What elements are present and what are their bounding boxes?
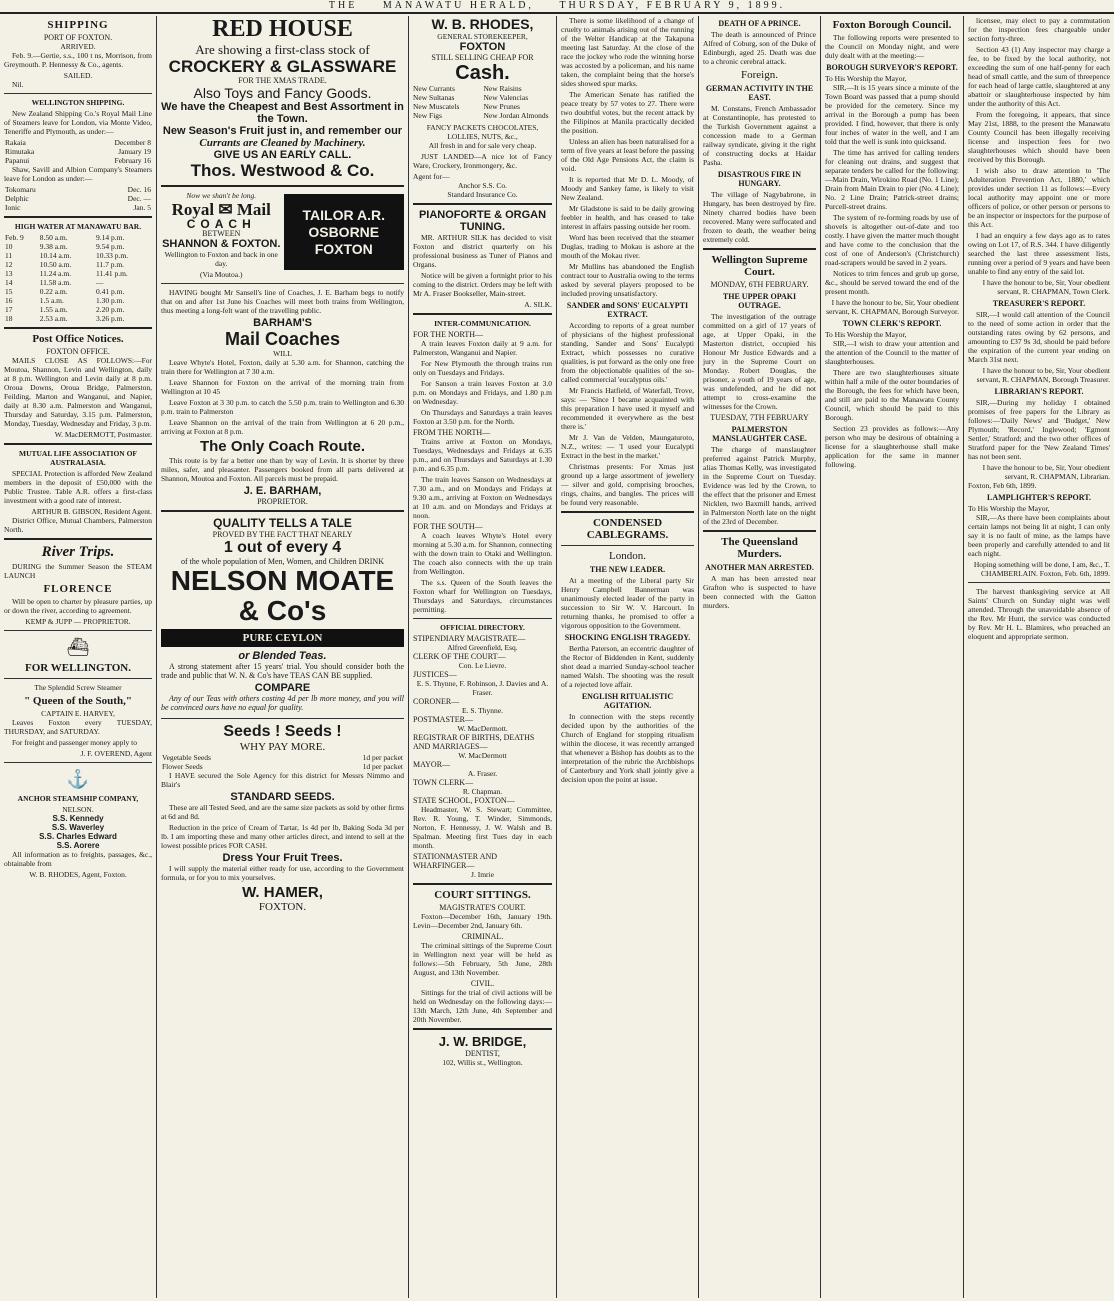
german-heading: GERMAN ACTIVITY IN THE EAST. xyxy=(705,84,814,102)
to-mayor: To His Worship the Mayor, xyxy=(825,330,907,339)
german-text: M. Constans, French Ambassador at Constantinople, has protested to the Turkish Government against a concession made to a German railway syndicate, giving it the right of constructing docks at Haidar Pasha. xyxy=(703,104,816,167)
north-text: A train leaves Foxton daily at 9 a.m. for Palmerston, Wanganui and Napier. xyxy=(413,339,552,357)
reduction-text: Reduction in the price of Cream of Tartar, 1s 4d per lb, Baking Soda 3d per lb. I am importing these and many other articles direct, and intend to sell at the lowest possible prices FOR CASH. xyxy=(161,823,404,850)
masthead-date: THURSDAY, FEBRUARY 9, 1899. xyxy=(559,0,786,11)
list-item: New Prunes xyxy=(483,102,520,111)
tragedy-heading: SHOCKING ENGLISH TRAGEDY. xyxy=(564,633,691,642)
barham-title: BARHAM'S xyxy=(253,317,312,329)
list-item: New Valencias xyxy=(483,93,529,102)
coach-time: Leave Foxton at 3 30 p.m. to catch the 5.50 p.m. train to Wellington and 6.30 p.m. train to Palmerston xyxy=(161,398,404,416)
hamer-name: W. HAMER, xyxy=(242,884,323,901)
directory-entry: STATE SCHOOL, FOXTON— Headmaster, W. S. Stewart; Committee, Rev. R. Young, T. Winder, Simmonds, Norton, F. Hennessy, J. W. Walsh and B. Spalman. Meeting first Tues day in each month. xyxy=(413,796,552,850)
directory-entry: STIPENDIARY MAGISTRATE— Alfred Greenfield, Esq. xyxy=(413,634,526,652)
column-advertisements xyxy=(156,16,408,1298)
sailed-label: SAILED. xyxy=(63,71,93,80)
post-office-sub: FOXTON OFFICE. xyxy=(46,347,110,356)
librarian-text: SIR,—During my holiday I obtained promises of free papers for the Library as follows:—'Daily News' and 'Budget,' New Plymouth; 'Record,' Inglewood; 'Egmont Settler,' Stratford; and the two other offices of Stratford paper for the 'New Zealand Times' has not been sent. xyxy=(968,398,1110,461)
compare-text: Any of our Teas with others costing 4d per lb more money, and you will be convinced ours have no equal for quality. xyxy=(161,694,404,712)
post-office-heading: Post Office Notices. xyxy=(32,333,124,345)
another-arrested-heading: ANOTHER MAN ARRESTED. xyxy=(705,563,814,572)
bridge-name: J. W. BRIDGE, xyxy=(438,1034,527,1049)
directory-entry: CORONER— E. S. Thynne. xyxy=(413,697,503,715)
death-prince-text: The death is announced of Prince Alfred of Coburg, son of the Duke of Edinburgh, aged 25. Death was due to a chronic cerebral attack. xyxy=(703,30,816,66)
tide-row: 18 2.53 a.m. 3.26 p.m. xyxy=(5,314,125,323)
river-trips-text2: Will be open to charter by pleasure parties, up or down the river, according to agreement. xyxy=(4,597,152,615)
manslaughter-heading: PALMERSTON MANSLAUGHTER CASE. xyxy=(712,425,807,443)
xmas-line: FOR THE XMAS TRADE. xyxy=(238,76,327,85)
council-paragraph: Section 43 (1) Any inspector may charge a fee, to be fixed by the local authority, not exceeding the sum of one half-penny for each head of small cattle, and the sum of threepence for each head of large cattle, slaughtered at any abattoir or slaughterhouse inspected by him under the authority of this Act. xyxy=(968,45,1110,108)
directory-entry: REGISTRAR OF BIRTHS, DEATHS AND MARRIAGES— W. MacDermott xyxy=(413,733,535,760)
criminal-text: The criminal sittings of the Supreme Court in Wellington next year will be held as follows:—5th February, 5th June, 28th August, and 13th November. xyxy=(413,941,552,977)
arrived-text: Feb. 9.—Gertie, s.s., 100 t ns, Morrison, from Greymouth. P. Hennessy & Co., agents. xyxy=(4,51,152,69)
ritualistic-heading: ENGLISH RITUALISTIC AGITATION. xyxy=(581,692,674,710)
steamship-icon: ⛴ xyxy=(66,637,90,657)
court-text: Foxton—December 16th, January 19th. Levin—December 2nd, January 6th. xyxy=(413,912,552,930)
having-text: HAVING bought Mr Sansell's line of Coaches, J. E. Barham begs to notify that on and after 1st June his Coaches will meet both trains from Wellington, thus meeting a long-felt want of the travelling public. xyxy=(161,288,404,315)
column-borough-council xyxy=(820,16,963,1298)
from-north: FROM THE NORTH— xyxy=(413,428,491,437)
mutual-life-sign: ARTHUR B. GIBSON, Resident Agent. xyxy=(31,507,152,516)
sander-paragraph: Mr J. Van de Velden, Maungaturoto, N.Z., writes: — 'I used your Eucalypti Extract in the best in the market.' xyxy=(561,433,694,460)
coach-time: Leave Shannon for Foxton on the arrival of the morning train from Wellington at 10 45 xyxy=(161,378,404,396)
treasurer-text: SIR,—I would call attention of the Council to the need of some action in order that the outstanding rates owing by 62 persons, and amounting to £37 9s 3d, should be paid before the expiration of the current year ending on March 31st next. xyxy=(968,310,1110,364)
tea-text: A strong statement after 15 years' trial. You should consider both the trade and public that W. N. & Co's have TEAS CAN BE supplied. xyxy=(161,662,404,680)
red-house-title: RED HOUSE xyxy=(212,16,353,42)
river-trips-text: DURING the Summer Season the STEAM LAUNCH xyxy=(4,562,152,580)
tide-row: 16 1.5 a.m. 1.30 p.m. xyxy=(5,296,125,305)
blended-teas: or Blended Teas. xyxy=(238,650,327,662)
surveyor-sign: I have the honour to be, Sir, Your obedient servant, K. CHAPMAN, Borough Surveyor. xyxy=(826,298,959,316)
column-shipping xyxy=(0,16,156,1298)
official-directory-heading: OFFICIAL DIRECTORY. xyxy=(440,623,525,632)
list-item: New Sultanas xyxy=(413,93,455,102)
barham-proprietor: PROPRIETOR. xyxy=(257,497,308,506)
tuesday-date: TUESDAY, 7TH FEBRUARY xyxy=(710,413,809,422)
treasurer-heading: TREASURER'S REPORT. xyxy=(992,299,1086,308)
death-prince-heading: DEATH OF A PRINCE. xyxy=(718,19,801,28)
surveyor-heading: BOROUGH SURVEYOR'S REPORT. xyxy=(826,63,958,72)
proved-line: PROVED BY THE FACT THAT NEARLY xyxy=(212,530,353,539)
masthead-left: THE xyxy=(328,0,358,11)
post-office-text: MAILS CLOSE AS FOLLOWS:—For Moutoa, Shannon, Levin and Wellington, daily at 8 p.m. Wellington and Levin daily at 8 p.m. Oroua Downs, Oroua Bridge, Palmerston, Feilding, Marton and Wanganui, and Napier, daily at 8.30 a.m. Palmerston and Wanganui, Thursday and Saturday, 3.15 p.m. Palmerston, Monday, Tuesday, Wednesday and Friday, 3 p.m. xyxy=(4,356,152,428)
for-north: FOR THE NORTH— xyxy=(413,330,484,339)
news-paragraph: The American Senate has ratified the peace treaty by 57 votes to 27. There were two doubtful votes, but the recent attack by the Filipinos at Manila practically decided the position. xyxy=(561,90,694,135)
ritualistic-text: In connection with the steps recently decided upon by the authorities of the Church of England for stopping ritualism within the diocese, it was recently arranged that whenever a Bishop has doubts as to the interpretation of the rubric the Archbishops of Canterbury and York shall jointly give a decision upon the point at issue. xyxy=(561,712,694,784)
news-paragraph: Unless an alien has been naturalised for a term of five years at least before the passing of the Old Age Pensions Act, the claim is void. xyxy=(561,137,694,173)
directory-entry: MAYOR— A. Fraser. xyxy=(413,760,498,778)
list-item: New Currants xyxy=(413,84,455,93)
shaw-savill-steamers: Tokomaru Dec. 16 Delphic Dec. — Ionic Jan. 5 xyxy=(5,185,151,212)
librarian-sign: I have the honour to be, Sir, Your obedient servant, R. CHAPMAN, Librarian. xyxy=(982,463,1110,481)
tea-and-seeds-row xyxy=(161,516,404,714)
directory-entry: JUSTICES— E. S. Thynne, F. Robinson, J. Davies and A. Fraser. xyxy=(413,670,549,697)
directory-entry: CLERK OF THE COURT— Con. Le Lievre. xyxy=(413,652,507,670)
whole-population: of the whole population of Men, Women, and Children DRINK xyxy=(181,557,384,566)
new-leader-heading: THE NEW LEADER. xyxy=(589,565,666,574)
sander-heading: SANDER and SONS' EUCALYPTI EXTRACT. xyxy=(566,301,689,319)
council-paragraph: I wish also to draw attention to 'The Adulteration Prevention Act, 1880,' which provides under section 11 as follows:—Every local authority may appoint one or more officers of police, or other person or persons to be an inspector or inspectors for the purpose of this Act. xyxy=(968,166,1110,229)
just-landed: JUST LANDED—A nice lot of Fancy Ware, Crockery, Ironmongery, &c. xyxy=(413,152,552,170)
steamer-schedule: The s.s. Queen of the South leaves the Foxton wharf for Wellington on Tuesdays, Thursdays and Saturdays, circumstances permitting. xyxy=(413,578,552,614)
rhodes-foxton: FOXTON xyxy=(459,41,506,53)
lamplighter-heading: LAMPLIGHTER'S REPORT. xyxy=(986,493,1092,502)
tide-row: 12 10.50 a.m. 11.7 p.m. xyxy=(5,260,125,269)
between-word: BETWEEN xyxy=(202,229,241,238)
storekeeper: GENERAL STOREKEEPER, xyxy=(437,32,528,41)
lamplighter-text: SIR,—As there have been complaints about certain lamps not being lit at night, I can only say it is no fault of mine, as the lamps have been properly and carefully attended to and lit each night. xyxy=(968,513,1110,558)
clerk-paragraph: SIR,—I wish to draw your attention and the attention of the Council to the matter of slaughterhouses. xyxy=(825,339,959,366)
mail-coaches-title: Mail Coaches xyxy=(224,329,341,349)
librarian-date: Foxton, Feb 6th, 1899. xyxy=(968,481,1037,490)
magistrates-court: MAGISTRATE'S COURT. xyxy=(439,903,526,912)
tide-row: 11 10.14 a.m. 10.33 p.m. xyxy=(5,251,129,260)
post-office-sign: W. MacDERMOTT, Postmaster. xyxy=(54,430,152,439)
lamp-to-mayor: To His Worship the Mayor, xyxy=(968,504,1050,513)
goods-list xyxy=(413,84,552,120)
column-rhodes-directory xyxy=(408,16,556,1298)
shannon-foxton: SHANNON & FOXTON. xyxy=(162,238,281,250)
hamer-foxton: FOXTON. xyxy=(258,901,307,913)
council-heading: Foxton Borough Council. xyxy=(832,19,952,31)
early-call-line: GIVE US AN EARLY CALL. xyxy=(213,149,352,161)
christmas-paragraph: Christmas presents: For Xmas just ground up a large assortment of jewellery — silver and gold, comprising brooches, rings, chains, and bangles. The prices will be found very reasonable. xyxy=(561,462,694,507)
dress-trees: Dress Your Fruit Trees. xyxy=(222,852,343,864)
silk-sign: A. SILK. xyxy=(524,300,552,309)
toys-line: Also Toys and Fancy Goods. xyxy=(193,85,372,101)
seed-prices: Vegetable Seeds 1d per packet Flower Seeds 1d per packet xyxy=(162,753,403,771)
cablegrams-heading: CONDENSED CABLEGRAMS. xyxy=(586,517,669,541)
list-item: New Figs xyxy=(413,111,442,120)
crockery-title: CROCKERY & GLASSWARE xyxy=(168,57,397,76)
news-paragraph: There is some likelihood of a change of cruelty to animals arising out of the running of the Welter Handicap at the Takapuna meeting last Saturday. At the close of the race the jockey who rode the winning horse was accosted by a policeman, and his name taken, the complaint being that the horse's sides showed spur marks. xyxy=(561,16,694,88)
surveyor-paragraph: SIR,—It is 15 years since a minute of the Town Board was passed that a pump should be provided for the cemetery. Since my arrival in the Borough a pump has been provided. I find, however, that there is only four inches of water in the well, and I am told that the well is sunk into quicksand. xyxy=(825,83,959,146)
coach-time: Leave Shannon on the arrival of the train from Wellington at 6 20 p.m., arriving at Foxton at 8 p.m. xyxy=(161,418,404,436)
list-item: New Jordan Almonds xyxy=(483,111,549,120)
bridge-address: 102, Willis st., Wellington. xyxy=(442,1058,523,1067)
for-wellington-heading: FOR WELLINGTON. xyxy=(25,662,131,674)
news-paragraph: Mr Mullins has abandoned the English contract tour to Australia owing to the terms asked by several players proposed to be included proving unsatisfactory. xyxy=(561,262,694,298)
surveyor-paragraph: The system of re-forming roads by use of shovels is altogether out-of-date and too costly. I have given the matter much thought and have come to the conclusion that the cost of one of Anderson's (Christchurch) road-scrapers would be saved in 2 years. xyxy=(825,213,959,267)
surveyor-paragraph: The time has arrived for calling tenders for cleaning out drains, and suggest that separate tenders be called for the following:—Main Drain, Wirokino Road (No. 1 Line); Drain from Main Drain to pier (No. 4 Line); No. 2 Line Drain; Patrick-street drains; Purcell-street drains. xyxy=(825,148,959,211)
steamer-text: Leaves Foxton every TUESDAY, THURSDAY, and SATURDAY. xyxy=(4,718,152,736)
list-item: New Muscatels xyxy=(413,102,460,111)
mutual-life-text: SPECIAL Protection is afforded New Zealand members in the deposit of £50,000 with the Public Trustee. Table A.R. offers a first-class investment with a good rate of interest. xyxy=(4,469,152,505)
sanson-text: For Sanson a train leaves Foxton at 3.0 p.m. on Mondays and Fridays, and 1.80 p.m on Wednesday. xyxy=(413,379,552,406)
overend-sign: J. F. OVEREND, Agent xyxy=(80,749,152,758)
directory-entry: TOWN CLERK— R. Chapman. xyxy=(413,778,503,796)
news-paragraph: It is reported that Mr D. L. Moody, of Moody and Sankey fame, is likely to visit New Zealand. xyxy=(561,175,694,202)
coach-text: Wellington to Foxton and back in one day. xyxy=(164,250,278,268)
sander-paragraph: Mr Francis Hatfield, of Waterfall, Trove, says: — 'Since I became acquainted with this preparation I have used it myself and recommended it everywhere as the best there is.' xyxy=(561,386,694,431)
fruit-line: New Season's Fruit just in, and remember our xyxy=(162,125,403,137)
list-item: New Raisins xyxy=(483,84,522,93)
outrage-text: The investigation of the outrage committed on a girl of 17 years of age, at Upper Opaki, in the Masterton district, occupied his Honour Mr Justice Edwards and a jury in the Supreme Court on Monday. Robert Douglas, the prisoner, a youth of 19 years of age, was undefended, and he did not attempt to cross-examine the witnesses for the Crown. xyxy=(703,312,816,411)
pure-ceylon-banner: PURE CEYLON xyxy=(161,629,404,647)
agent-for: Agent for— xyxy=(413,172,450,181)
criminal-heading: CRIMINAL. xyxy=(461,932,504,941)
river-trips-heading: River Trips. xyxy=(41,544,115,560)
westwood-name: Thos. Westwood & Co. xyxy=(190,161,375,180)
council-continued: licensee, may elect to pay a commutation for the inspection fees chargeable under section forty-three. xyxy=(968,16,1110,43)
treasurer-sign: I have the honour to be, Sir, Your obedient servant, R. CHAPMAN, Borough Treasurer. xyxy=(976,366,1110,384)
column-news xyxy=(556,16,698,1298)
seeds-text: These are all Tested Seed, and are the same size packets as sold by other firms at 6d and 8d. xyxy=(161,803,404,821)
foreign-heading: Foreign. xyxy=(741,69,778,81)
bridge-dentist: DENTIST, xyxy=(465,1049,500,1058)
surveyor-paragraph: Notices to trim fences and grub up gorse, &c., should be served toward the end of the present month. xyxy=(825,269,959,296)
queensland-heading: The Queensland Murders. xyxy=(721,536,798,560)
anchor-agent: W. B. RHODES, Agent, Foxton. xyxy=(29,870,127,879)
why-pay-more: WHY PAY MORE. xyxy=(239,741,326,753)
piano-text2: Notice will be given a fortnight prior to his coming to the district. Orders may be left with Mr A. Fraser Bookseller, Main-street. xyxy=(413,271,552,298)
council-paragraph: From the foregoing, it appears, that since May 21st, 1888, to the present the Manawatu County Council has been illegally receiving license and inspection fees for two slaughterhouses which should have been received by this Borough. xyxy=(968,110,1110,164)
wellington-shipping-text: New Zealand Shipping Co.'s Royal Mail Line of Steamers leave for London, via Monte Video, Teneriffe and Plymouth, as under:— xyxy=(4,109,152,136)
agency: Anchor S.S. Co. xyxy=(458,181,507,190)
secured-text: I HAVE secured the Sole Agency for this district for Messrs Nimmo and Blair's xyxy=(161,771,404,789)
town-clerk-heading: TOWN CLERK'S REPORT. xyxy=(842,319,942,328)
plymouth-text: For New Plymouth the through trains run only on Tuesdays and Fridays. xyxy=(413,359,552,377)
tragedy-text: Bertha Paterson, an eccentric daughter of the Rector of Biddenden in Kent, suddenly shot dead a married Sunday-school teacher named Walsh. The shooting was the result of a rejected love affair. xyxy=(561,644,694,689)
fancy-text: All fresh in and for sale very cheap. xyxy=(428,141,537,150)
lamplighter-sign: Hoping something will be done, I am, &c., T. CHAMBERLAIN. Foxton, Feb. 6th, 1899. xyxy=(973,560,1110,578)
freight-text: For freight and passenger money apply to xyxy=(12,738,137,747)
thursday-text: On Thursdays and Saturdays a train leaves Foxton at 3.50 p.m. for the North. xyxy=(413,408,552,426)
route-text: This route is by far a better one than by way of Levin. It is shorter by three miles, safer, and pleasanter. Passengers booked from all parts delivered at Shannon, Moutoa and Foxton. All parcels must be prepaid. xyxy=(161,456,404,483)
tide-row: 14 11.58 a.m. — xyxy=(5,278,104,287)
coach-word: COACH xyxy=(186,217,256,231)
hungary-heading: DISASTROUS FIRE IN HUNGARY. xyxy=(717,170,802,188)
shipping-heading: SHIPPING xyxy=(47,19,109,31)
agency: Standard Insurance Co. xyxy=(447,190,518,199)
clerk-paragraph: Section 23 provides as follows:—Any person who may be desirous of obtaining a license for a slaughterhouse shall make application for the same in manner following. xyxy=(825,424,959,469)
royal-mail-steamers: Rakaia December 8 Rimutaka January 19 Papanui February 16 xyxy=(5,138,151,165)
monday-date: MONDAY, 6TH FEBRUARY. xyxy=(710,280,809,289)
news-paragraph: Mr Gladstone is said to be daily growing feebler in health, and has ceased to take interest in affairs passing outside her room. xyxy=(561,204,694,231)
sailed-text: Nil. xyxy=(12,80,24,89)
nelson-moate-logo: NELSON MOATE & Co's xyxy=(170,565,395,626)
barham-name: J. E. BARHAM, xyxy=(243,485,322,497)
tide-row: Feb. 9 8.50 a.m. 9.14 p.m. xyxy=(5,233,125,242)
from-north-text: Trains arrive at Foxton on Mondays, Tuesdays, Wednesdays and Fridays at 6.35 p.m., and on Thursdays and Saturdays at 1.30 p.m. and 6.35 p.m. xyxy=(413,437,552,473)
coach-and-tailor-row xyxy=(161,191,404,279)
anchor-heading: ANCHOR STEAMSHIP COMPANY, xyxy=(17,794,139,803)
wellington-shipping-heading: WELLINGTON SHIPPING. xyxy=(31,98,125,107)
anchor-icon: ⚓ xyxy=(66,769,90,789)
port-line: PORT OF FOXTON. xyxy=(43,33,113,42)
tailor-logo: TAILOR A.R. OSBORNE FOXTON xyxy=(284,194,405,270)
tide-row: 13 11.24 a.m. 11.41 p.m. xyxy=(5,269,128,278)
arrived-label: ARRIVED. xyxy=(60,42,96,51)
standard-seeds: STANDARD SEEDS. xyxy=(230,791,335,803)
one-out-of-four: 1 out of every 4 xyxy=(223,539,342,556)
captain: CAPTAIN E. HARVEY, xyxy=(41,709,115,718)
clerk-paragraph: There are two slaughterhouses situate within half a mile of the outer boundaries of the Borough, the fees for which have been, and still are paid to the Manawatu County Council, which should be paid to this Borough. xyxy=(825,368,959,422)
outrage-heading: THE UPPER OPAKI OUTRAGE. xyxy=(722,292,797,310)
fancy-packets: FANCY PACKETS CHOCOLATES, LOLLIES, NUTS, &c., xyxy=(426,123,539,141)
steamer-name: " Queen of the South," xyxy=(24,695,132,707)
librarian-heading: LIBRARIAN'S REPORT. xyxy=(994,387,1084,396)
south-text: A coach leaves Whyte's Hotel every morning at 5.30 a.m. for Shannon, connecting with the down train to Otaki and Wellington. The coach also connects with the up train from Wellington. xyxy=(413,531,552,576)
dress-text: I will supply the material either ready for use, according to the Government formula, or for you to mix yourselves. xyxy=(161,864,404,882)
coach-time: Leave Whyte's Hotel, Foxton, daily at 5.30 a.m. for Shannon, catching the train there for Wellington at 7 30 a.m. xyxy=(161,358,404,376)
supreme-court-heading: Wellington Supreme Court. xyxy=(711,254,808,278)
piano-tuning-title: PIANOFORTE & ORGAN TUNING. xyxy=(418,209,547,233)
news-paragraph: Word has been received that the steamer Duglas, trading to Mokau is ashore at the mouth of the Mokau river. xyxy=(561,233,694,260)
leader-text: At a meeting of the Liberal party Sir Henry Campbell Bannerman was unanimously elected leader of the party in succession to Sir W. V. Harcourt. In returning thanks, he promised to offer a vigorous opposition to the Government. xyxy=(561,576,694,630)
rhodes-name: W. B. RHODES, xyxy=(431,16,534,32)
sander-paragraph: According to reports of a great number of physicians of the highest professional standing, Sander and Sons' Eucalypti Extract, which possesses no curative qualities, is put forward as the only one free from the objectionable qualities of the so-called commercial 'eucalyptus oils.' xyxy=(561,321,694,384)
cheapest-line: We have the Cheapest and Best Assortment in the Town. xyxy=(161,101,404,125)
tide-row: 17 1.55 a.m. 2.20 p.m. xyxy=(5,305,125,314)
currants-line: Currants are Cleaned by Machinery. xyxy=(199,137,366,149)
mutual-life-heading: MUTUAL LIFE ASSOCIATION OF AUSTRALASIA. xyxy=(18,449,137,467)
still-selling: STILL SELLING CHEAP FOR xyxy=(431,53,534,62)
manslaughter-text: The charge of manslaughter preferred against Patrick Murphy, alias Thomas Kelly, was investigated in the Supreme Court on Tuesday. Evidence was led by the Crown, to the effect that the prisoner and Ernest Nicklen, two Baxmill hands, arrived in Palmerston North late on the night of the 23rd of December. xyxy=(703,445,816,526)
sanson-arrival: The train leaves Sanson on Wednesdays at 7.30 a.m., and on Mondays and Fridays at 9.30 a.m., arriving at Foxton on Wednesdays at 10 a.m. and on Mondays and Fridays at noon. xyxy=(413,475,552,520)
only-route-title: The Only Coach Route. xyxy=(199,438,365,455)
court-sittings-heading: COURT SITTINGS. xyxy=(434,889,531,901)
column-foreign-court xyxy=(698,16,820,1298)
compare-word: COMPARE xyxy=(254,682,311,694)
royal-mail-title: Royal ✉ Mail xyxy=(171,200,271,219)
tide-table xyxy=(4,233,152,323)
civil-heading: CIVIL. xyxy=(470,979,495,988)
tide-row: 10 9.38 a.m. 9.54 p.m. xyxy=(5,242,125,251)
launch-name: FLORENCE xyxy=(43,583,113,595)
tide-row: 15 0.22 a.m. 0.41 p.m. xyxy=(5,287,125,296)
will-word: WILL xyxy=(273,349,292,358)
coach-via: (Via Moutoa.) xyxy=(200,270,243,279)
quality-title: QUALITY TELLS A TALE xyxy=(213,516,352,530)
london-heading: London. xyxy=(609,550,646,562)
harvest-paragraph: The harvest thanksgiving service at All Saints' Church on Sunday night was well attended. Through the unavoidable absence of the Rev. Mr Hunt, the service was conducted by Rev. Mr H. L. Blamires, who preached an eloquent and appropriate sermon. xyxy=(968,587,1110,641)
ship-list: S.S. Kennedy S.S. Waverley S.S. Charles Edward S.S. Aorere xyxy=(39,814,117,850)
council-intro: The following reports were presented to the Council on Monday night, and were duly dealt with at the meeting:— xyxy=(825,33,959,60)
column-council-reports xyxy=(963,16,1114,1298)
seeds-title: Seeds ! Seeds ! xyxy=(223,723,342,740)
tide-heading: HIGH WATER AT MANAWATU BAR. xyxy=(14,222,142,231)
council-paragraph: I had an enquiry a few days ago as to rates owing on Lot 17, of R.S. 344. I have diligently searched the last three assessment lists, running over a period of 9 years and have been unable to find any entry of the said lot. xyxy=(968,231,1110,276)
anchor-nelson: NELSON. xyxy=(62,805,94,814)
to-mayor: To His Worship the Mayor, xyxy=(825,74,907,83)
shaw-savill-text: Shaw, Savill and Albion Company's Steamers leave for London as under:— xyxy=(4,165,152,183)
for-south: FOR THE SOUTH— xyxy=(413,522,483,531)
civil-text: Sittings for the trial of civil actions will be held on Wednesday on the following days:—13th March, 12th June, 4th September and 20th November. xyxy=(413,988,552,1024)
anchor-text: All information as to freights, passages, &c., obtainable from xyxy=(4,850,152,868)
mutual-district: District Office, Mutual Chambers, Palmerston North. xyxy=(4,516,152,534)
directory-entry: STATIONMASTER AND WHARFINGER— J. Imrie xyxy=(413,852,498,879)
another-arrested-text: A man has been arrested near Grafton who is suspected to have been connected with the Gatton murders. xyxy=(703,574,816,610)
steamer-intro: The Splendid Screw Steamer xyxy=(34,683,122,692)
masthead xyxy=(0,0,1114,14)
masthead-title: MANAWATU HERALD, xyxy=(382,0,534,11)
piano-text: MR. ARTHUR SILK has decided to visit Foxton and district quarterly on his professional business as Tuner of Pianos and Organs. xyxy=(413,233,552,269)
shan-line: Now we shan't be long. xyxy=(186,191,257,200)
clerk-sign: I have the honour to be, Sir, Your obedient servant, R. CHAPMAN, Town Clerk. xyxy=(982,278,1110,296)
inter-communication-heading: INTER-COMMUNICATION. xyxy=(434,319,531,328)
cash-word: Cash. xyxy=(455,62,510,84)
directory-entry: POSTMASTER— W. MacDermott. xyxy=(413,715,508,733)
river-trips-sign: KEMP & JUPP — PROPRIETOR. xyxy=(25,617,131,626)
hungary-text: The village of Nagybabrone, in Hungary, has been destroyed by fire. Ninety charred bodies have been recovered. Many were suffocated and frozen to death, the weather being extremely cold. xyxy=(703,190,816,244)
red-house-showing: Are showing a first-class stock of xyxy=(195,42,370,57)
